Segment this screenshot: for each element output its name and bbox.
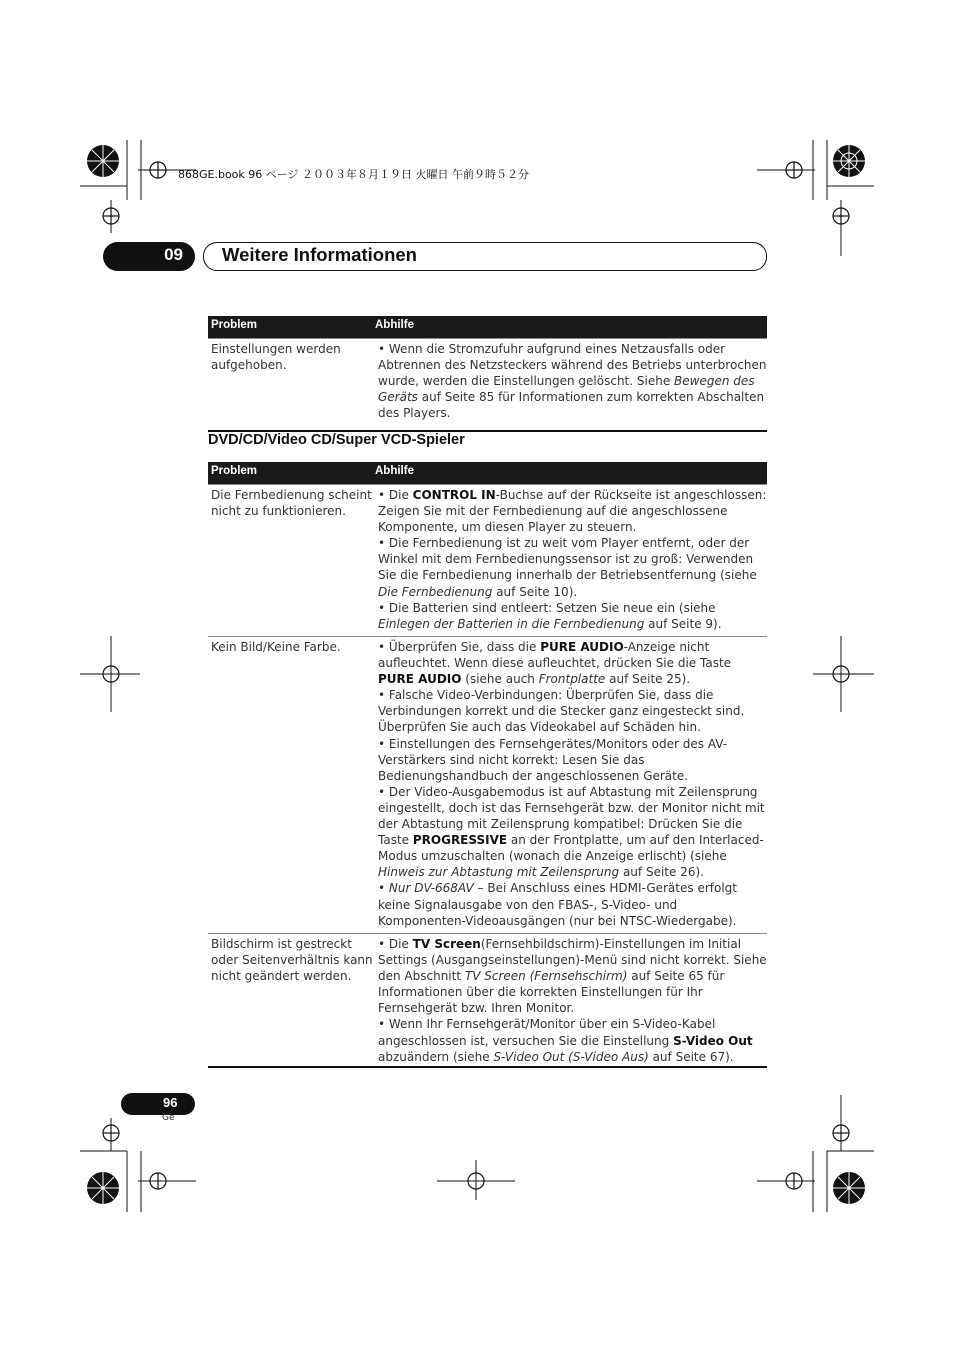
- remedy-item: • Nur DV-668AV – Bei Anschluss eines HDMI-Gerätes erfolgt keine Signalausgabe von den FBAS-, S-Video- und Komponenten-Videoausgängen (nur bei NTSC-Wiedergabe).: [378, 881, 737, 928]
- troubleshooting-table-general: [208, 316, 767, 432]
- remedy-item: • Falsche Video-Verbindungen: Überprüfen Sie, dass die Verbindungen korrekt und die Stecker ganz eingesteckt sind. Überprüfen Sie auch das Videokabel auf Schäden hin.: [378, 688, 745, 735]
- problem-cell: Kein Bild/Keine Farbe.: [211, 640, 341, 654]
- table-row: [208, 933, 767, 1066]
- table-row: [208, 636, 767, 933]
- remedy-cell: [378, 934, 767, 1066]
- remedy-cell: • Wenn die Stromzufuhr aufgrund eines Netzausfalls oder Abtrennen des Netzsteckers während des Betriebs unterbrochen wurde, werden die Einstellungen gelöscht. Siehe Bewegen des Geräts auf Seite 85 für Informationen zum korrekten Abschalten des Players.: [378, 342, 767, 421]
- remedy-item: • Der Video-Ausgabemodus ist auf Abtastung mit Zeilensprung eingestellt, doch ist das Fernsehgerät bzw. der Monitor nicht mit der Abtastung mit Zeilensprung kompatibel: Drücken Sie die Taste PROGRESSIVE an der Frontplatte, um auf den Interlaced-Modus umzuschalten (wonach die Anzeige erlischt) (siehe Hinweis zur Abtastung mit Zeilensprung auf Seite 26).: [378, 784, 765, 880]
- table-row: [208, 338, 767, 430]
- remedy-item: • Die Batterien sind entleert: Setzen Sie neue ein (siehe Einlegen der Batterien in die Fernbedienung auf Seite 9).: [378, 600, 722, 631]
- section-heading: DVD/CD/Video CD/Super VCD-Spieler: [208, 432, 465, 448]
- remedy-item: • Die Fernbedienung ist zu weit vom Player entfernt, oder der Winkel mit dem Fernbedienungssensor ist zu groß: Verwenden Sie die Fernbedienung innerhalb der Betriebsentfernung (siehe Die Fernbedienung auf Seite 10).: [378, 536, 757, 599]
- problem-cell: Die Fernbedienung scheint nicht zu funktionieren.: [211, 488, 372, 519]
- remedy-item: • Die TV Screen(Fernsehbildschirm)-Einstellungen im Initial Settings (Ausgangseinstellungen)-Menü sind nicht korrekt. Siehe den Abschnitt TV Screen (Fernsehschirm) auf Seite 65 für Informationen über die korrekten Einstellungen für Ihr Fernsehgerät bzw. Ihren Monitor.: [378, 937, 767, 1016]
- chapter-title: Weitere Informationen: [222, 244, 417, 265]
- column-header-problem: Problem: [211, 319, 258, 331]
- problem-cell: Einstellungen werden aufgehoben.: [211, 342, 341, 373]
- remedy-item: • Die CONTROL IN-Buchse auf der Rückseite ist angeschlossen: Zeigen Sie mit der Fernbedienung auf die angeschlossene Komponente, um diesen Player zu steuern.: [378, 488, 767, 535]
- remedy-cell: [378, 485, 767, 636]
- table-header: [208, 316, 767, 338]
- remedy-item: • Wenn Ihr Fernsehgerät/Monitor über ein S-Video-Kabel angeschlossen ist, versuchen Sie die Einstellung S-Video Out abzuändern (siehe S-Video Out (S-Video Aus) auf Seite 67).: [378, 1017, 753, 1064]
- print-header: 868GE.book 96 ページ ２００３年８月１９日 火曜日 午前９時５２分: [178, 168, 530, 181]
- remedy-item: • Überprüfen Sie, dass die PURE AUDIO-Anzeige nicht aufleuchtet. Wenn diese aufleuchtet, drücken Sie die Taste PURE AUDIO (siehe auch Frontplatte auf Seite 25).: [378, 640, 732, 687]
- remedy-item: • Einstellungen des Fernsehgerätes/Monitors oder des AV-Verstärkers sind nicht korrekt: Lesen Sie das Bedienungshandbuch der angeschlossenen Geräte.: [378, 736, 728, 783]
- table-row: [208, 484, 767, 636]
- troubleshooting-table-player: [208, 462, 767, 1068]
- column-header-problem: Problem: [211, 465, 258, 477]
- column-header-remedy: Abhilfe: [375, 465, 414, 477]
- remedy-cell: [378, 637, 767, 933]
- language-code: Ge: [162, 1113, 175, 1123]
- page-number: 96: [163, 1095, 178, 1110]
- problem-cell: Bildschirm ist gestreckt oder Seitenverhältnis kann nicht geändert werden.: [211, 937, 373, 984]
- chapter-number: 09: [164, 245, 183, 264]
- table-header: [208, 462, 767, 484]
- column-header-remedy: Abhilfe: [375, 319, 414, 331]
